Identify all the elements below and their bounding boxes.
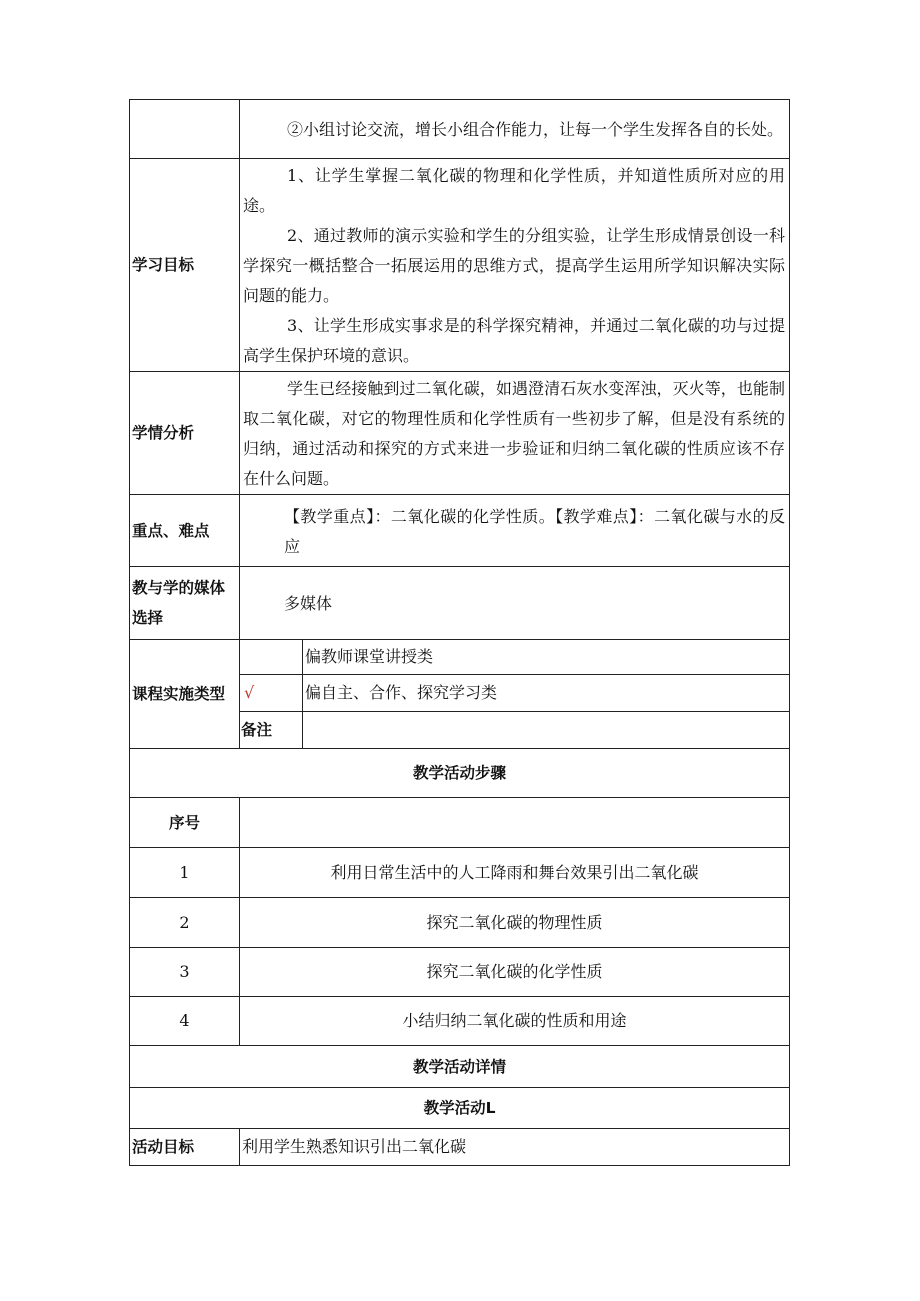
- row-student-analysis: [130, 372, 790, 495]
- step-number: 3: [130, 948, 240, 997]
- row-key-points: [130, 495, 790, 567]
- student-analysis-label: 学情分析: [130, 372, 240, 495]
- learning-goals-label: 学习目标: [130, 159, 240, 372]
- course-type-option-2: 偏自主、合作、探究学习类: [303, 675, 790, 712]
- step-text: 利用日常生活中的人工降雨和舞台效果引出二氧化碳: [240, 848, 790, 898]
- course-type-option-1: 偏教师课堂讲授类: [303, 640, 790, 675]
- step-number: 2: [130, 898, 240, 948]
- lesson-plan-table: [129, 99, 790, 1166]
- row-activity-title: [130, 1088, 790, 1129]
- group-work-cell: [240, 100, 790, 159]
- details-heading: 教学活动详情: [130, 1046, 790, 1088]
- step-row: [130, 948, 790, 997]
- learning-goal-item: 1、让学生掌握二氧化碳的物理和化学性质，并知道性质所对应的用途。: [243, 166, 786, 215]
- step-row: [130, 997, 790, 1046]
- student-analysis-text: 学生已经接触到过二氧化碳，如遇澄清石灰水变浑浊，灭火等，也能制取二氧化碳，对它的物理性质和化学性质有一些初步了解，但是没有系统的归纳，通过活动和探究的方式来进一步验证和归纳二氧化碳的性质应该不存在什么问题。: [243, 379, 786, 488]
- row-activity-goal: [130, 1129, 790, 1166]
- row-media: [130, 567, 790, 640]
- student-analysis-cell: [240, 372, 790, 495]
- remark-label: 备注: [240, 712, 303, 749]
- remark-value: [303, 712, 790, 749]
- row-details-heading: [130, 1046, 790, 1088]
- row-steps-heading: [130, 749, 790, 798]
- step-text: 探究二氧化碳的化学性质: [240, 948, 790, 997]
- media-value: 多媒体: [284, 594, 333, 613]
- group-work-text: ②小组讨论交流，增长小组合作能力，让每一个学生发挥各自的长处。: [287, 120, 784, 139]
- activity-title: 教学活动L: [130, 1088, 790, 1129]
- step-text: 探究二氧化碳的物理性质: [240, 898, 790, 948]
- learning-goals-cell: [240, 159, 790, 372]
- step-text: 小结归纳二氧化碳的性质和用途: [240, 997, 790, 1046]
- media-label: [130, 567, 240, 640]
- step-header-empty: [240, 798, 790, 848]
- media-label-line2: 选择: [132, 609, 164, 627]
- seq-header: 序号: [130, 798, 240, 848]
- activity-goal-text: 利用学生熟悉知识引出二氧化碳: [240, 1129, 790, 1166]
- key-points-text: 【教学重点】：二氧化碳的化学性质。【教学难点】：二氧化碳与水的反应: [284, 506, 786, 556]
- learning-goal-item: 3、让学生形成实事求是的科学探究精神，并通过二氧化碳的功与过提高学生保护环境的意识。: [243, 316, 786, 365]
- row-steps-header: [130, 798, 790, 848]
- media-value-cell: [240, 567, 790, 640]
- key-points-label: 重点、难点: [130, 495, 240, 567]
- lesson-plan-table-wrapper: [129, 99, 789, 1166]
- row-course-type-1: [130, 640, 790, 675]
- key-points-cell: [240, 495, 790, 567]
- steps-heading: 教学活动步骤: [130, 749, 790, 798]
- learning-goal-item: 2、通过教师的演示实验和学生的分组实验，让学生形成情景创设一科学探究一概括整合一拓展运用的思维方式，提高学生运用所学知识解决实际问题的能力。: [243, 226, 786, 305]
- step-row: [130, 898, 790, 948]
- row-group-work: [130, 100, 790, 159]
- course-type-label: 课程实施类型: [130, 640, 240, 749]
- step-row: [130, 848, 790, 898]
- empty-label-cell: [130, 100, 240, 159]
- step-number: 4: [130, 997, 240, 1046]
- activity-goal-label: 活动目标: [130, 1129, 240, 1166]
- row-learning-goals: [130, 159, 790, 372]
- step-number: 1: [130, 848, 240, 898]
- media-label-line1: 教与学的媒体: [132, 579, 226, 597]
- course-type-mark-2: √: [240, 675, 303, 712]
- course-type-mark-1: [240, 640, 303, 675]
